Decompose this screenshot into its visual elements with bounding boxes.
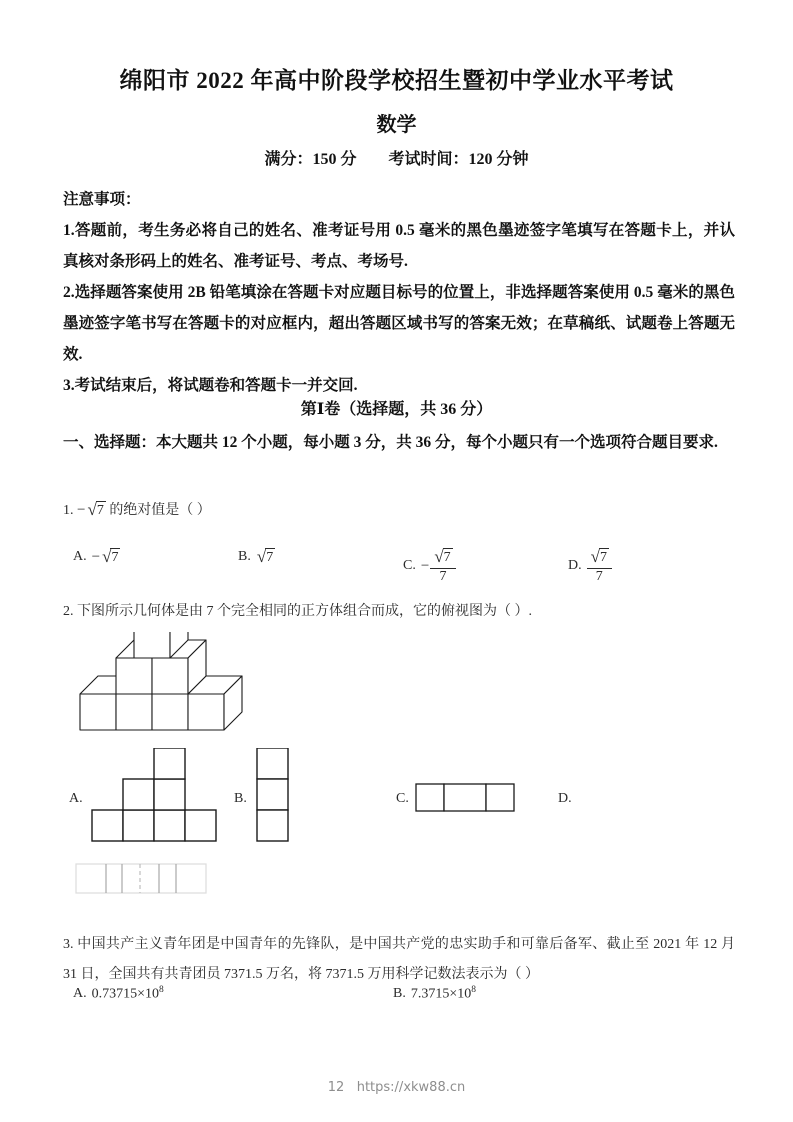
notice-block (63, 184, 735, 401)
fraction-denominator: 7 (430, 568, 455, 585)
minus-sign: − (77, 502, 86, 518)
fraction (587, 548, 612, 584)
radicand-value: 7 (111, 550, 119, 565)
question-1-number: 1. (63, 503, 74, 518)
radicand-value: 7 (443, 550, 451, 565)
sqrt-glyph (256, 548, 275, 566)
sqrt-glyph (433, 548, 452, 566)
full-marks-label: 满分：150 分 (264, 151, 357, 168)
question-2-option-c-letter[interactable]: C. (396, 791, 409, 806)
option-b-value (256, 548, 275, 566)
radicand-value: 7 (266, 550, 274, 565)
question-2-option-b-figure[interactable] (255, 748, 300, 853)
question-2-option-a-figure[interactable] (90, 748, 222, 853)
exam-meta (0, 146, 793, 169)
notice-heading: 注意事项： (63, 191, 141, 208)
question-1-stem-suffix: 的绝对值是（ ） (109, 503, 211, 518)
question-3-stem: 3. 中国共产主义青年团是中国青年的先锋队，是中国共产党的忠实助手和可靠后备军、截止至 2021 年 12 月 31 日，全国共有共青团员 7371.5 万名，将 7371.5 万用科学记数法表示为（ ） (63, 937, 735, 982)
sqrt-glyph (86, 501, 105, 519)
fraction-denominator: 7 (587, 568, 612, 585)
option-a-value (92, 548, 121, 566)
minus-sign: − (91, 548, 101, 565)
minus-sign: − (420, 557, 430, 574)
radical-sign: √ (256, 547, 267, 566)
question-3-options (63, 985, 753, 1011)
notice-item-1: 1.答题前，考生务必将自己的姓名、准考证号用 0.5 毫米的黑色墨迹签字笔填写在答题卡上，并认真核对条形码上的姓名、准考证号、考点、考场号. (63, 222, 735, 270)
question-1-stem (63, 495, 735, 526)
radical-sign: √ (590, 547, 600, 566)
question-2-option-c-figure[interactable] (415, 782, 527, 823)
option-letter: B. (238, 549, 251, 565)
question-1-option-c[interactable] (403, 548, 456, 584)
notice-item-3: 3.考试结束后，将试题卷和答题卡一并交回. (63, 377, 358, 394)
option-d-value (587, 548, 612, 584)
radicand-value: 7 (599, 550, 607, 565)
radical-sign: √ (87, 499, 97, 519)
option-c-value (421, 548, 456, 584)
choice-section-intro: 一、选择题：本大题共 12 个小题，每小题 3 分，共 36 分，每个小题只有一个选项符合题目要求. (63, 434, 718, 451)
page-footer (0, 1080, 793, 1095)
option-a-mantissa: 0.73715×10 (91, 986, 160, 1002)
page-number: 12 (327, 1080, 345, 1095)
option-b-value (411, 985, 476, 1003)
fraction (430, 548, 455, 584)
option-b-exponent: 8 (471, 985, 476, 995)
sqrt-glyph (101, 548, 120, 566)
question-2-option-b-letter[interactable]: B. (234, 791, 247, 806)
watermark-url: https://xkw88.cn (356, 1080, 466, 1095)
question-2-option-d-letter[interactable]: D. (558, 791, 572, 806)
question-3-option-b[interactable] (393, 985, 476, 1003)
radical-sign: √ (102, 547, 112, 566)
page-title: 绵阳市 2022 年高中阶段学校招生暨初中学业水平考试 (119, 68, 674, 93)
section-heading: 第Ⅰ卷（选择题，共 36 分） (300, 401, 493, 418)
question-2-option-d-figure[interactable] (75, 862, 215, 903)
radicand-value: 7 (96, 502, 104, 518)
sqrt-glyph (590, 548, 609, 566)
exam-time-label: 考试时间：120 分钟 (388, 151, 529, 168)
option-letter: B. (393, 985, 406, 1001)
question-3-option-a[interactable] (73, 985, 164, 1003)
question-2-option-a-letter[interactable]: A. (69, 791, 83, 806)
subject-title: 数学 (376, 114, 417, 136)
notice-item-2: 2.选择题答案使用 2B 铅笔填涂在答题卡对应题目标号的位置上，非选择题答案使用 0.5 毫米的黑色墨迹签字笔书写在答题卡的对应框内，超出答题区域书写的答案无效；在草稿纸、试题卷上答题无效. (63, 284, 735, 363)
question-1-expression (77, 495, 106, 525)
question-1-options (63, 548, 753, 592)
option-letter: D. (568, 558, 582, 574)
radical-sign: √ (434, 547, 444, 566)
option-a-exponent: 8 (159, 985, 164, 995)
option-a-value (92, 985, 164, 1003)
question-1-option-b[interactable] (238, 548, 275, 566)
option-b-mantissa: 7.3715×10 (410, 986, 472, 1002)
fraction-numerator (587, 548, 612, 568)
question-1-option-d[interactable] (568, 548, 612, 584)
question-2-solid-figure (72, 632, 302, 747)
fraction-numerator (430, 548, 455, 568)
option-letter: A. (73, 549, 87, 565)
option-letter: C. (403, 558, 416, 574)
option-letter: A. (73, 985, 87, 1001)
footer-spacer (348, 1080, 352, 1095)
question-2-stem: 2. 下图所示几何体是由 7 个完全相同的正方体组合而成，它的俯视图为（ ）. (63, 604, 532, 619)
question-1-option-a[interactable] (73, 548, 120, 566)
